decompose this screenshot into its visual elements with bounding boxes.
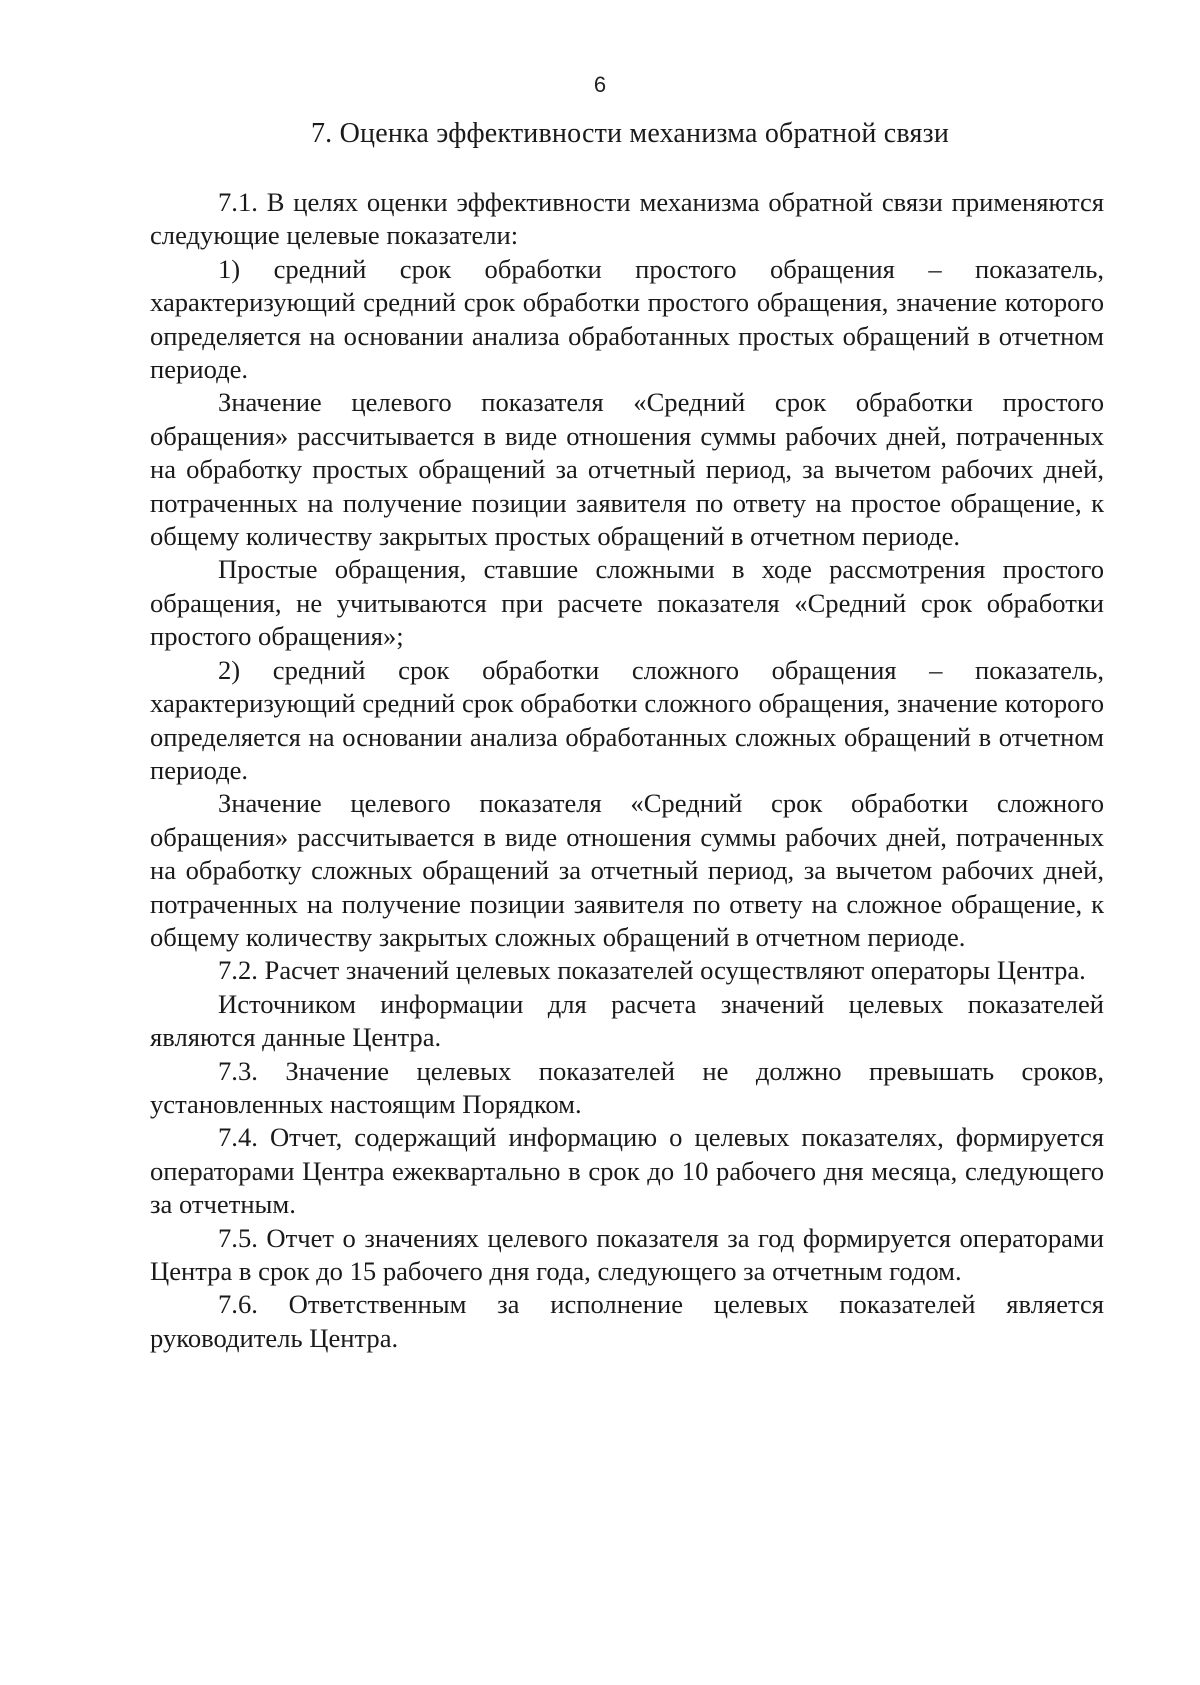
paragraph-7-1: 7.1. В целях оценки эффективности механизма обратной связи применяются следующие целевые показатели: [150,187,1104,251]
paragraph-info-source: Источником информации для расчета значений целевых показателей являются данные Центра. [150,988,1104,1053]
paragraph-7-4: 7.4. Отчет, содержащий информацию о целевых показателях, формируется операторами Центра ежеквартально в срок до 10 рабочего дня месяца, следующего за отчетным. [150,1122,1104,1220]
paragraph-item-2: 2) средний срок обработки сложного обращения – показатель, характеризующий средний срок обработки сложного обращения, значение которого определяется на основании анализа обработанных сложных обращений в отчетном периоде. [150,654,1104,785]
paragraph-item-1: 1) средний срок обработки простого обращения – показатель, характеризующий средний срок обработки простого обращения, значение которого определяется на основании анализа обработанных простых обращений в отчетном периоде. [150,253,1104,385]
paragraph-simple-exclusion: Простые обращения, ставшие сложными в ходе рассмотрения простого обращения, не учитываются при расчете показателя «Средний срок обработки простого обращения»; [150,554,1104,652]
paragraph-7-6: 7.6. Ответственным за исполнение целевых показателей является руководитель Центра. [150,1289,1104,1353]
paragraph-complex-value: Значение целевого показателя «Средний срок обработки сложного обращения» рассчитывается в виде отношения суммы рабочих дней, потраченных на обработку сложных обращений за отчетный период, за вычетом рабочих дней, потраченных на получение позиции заявителя по ответу на сложное обращение, к общему количеству закрытых сложных обращений в отчетном периоде. [150,788,1104,952]
page-number: 6 [593,72,607,97]
section-title: 7. Оценка эффективности механизма обратной связи [310,118,949,149]
paragraph-simple-value: Значение целевого показателя «Средний срок обработки простого обращения» рассчитывается в виде отношения суммы рабочих дней, потраченных на обработку простых обращений за отчетный период, за вычетом рабочих дней, потраченных на получение позиции заявителя по ответу на простое обращение, к общему количеству закрытых простых обращений в отчетном периоде. [150,387,1104,552]
paragraph-7-2: 7.2. Расчет значений целевых показателей осуществляют операторы Центра. [218,955,1086,986]
body-text [150,186,1104,1355]
paragraph-7-3: 7.3. Значение целевых показателей не должно превышать сроков, установленных настоящим Порядком. [150,1055,1104,1119]
paragraph-7-5: 7.5. Отчет о значениях целевого показателя за год формируется операторами Центра в срок до 15 рабочего дня года, следующего за отчетным годом. [150,1222,1104,1286]
